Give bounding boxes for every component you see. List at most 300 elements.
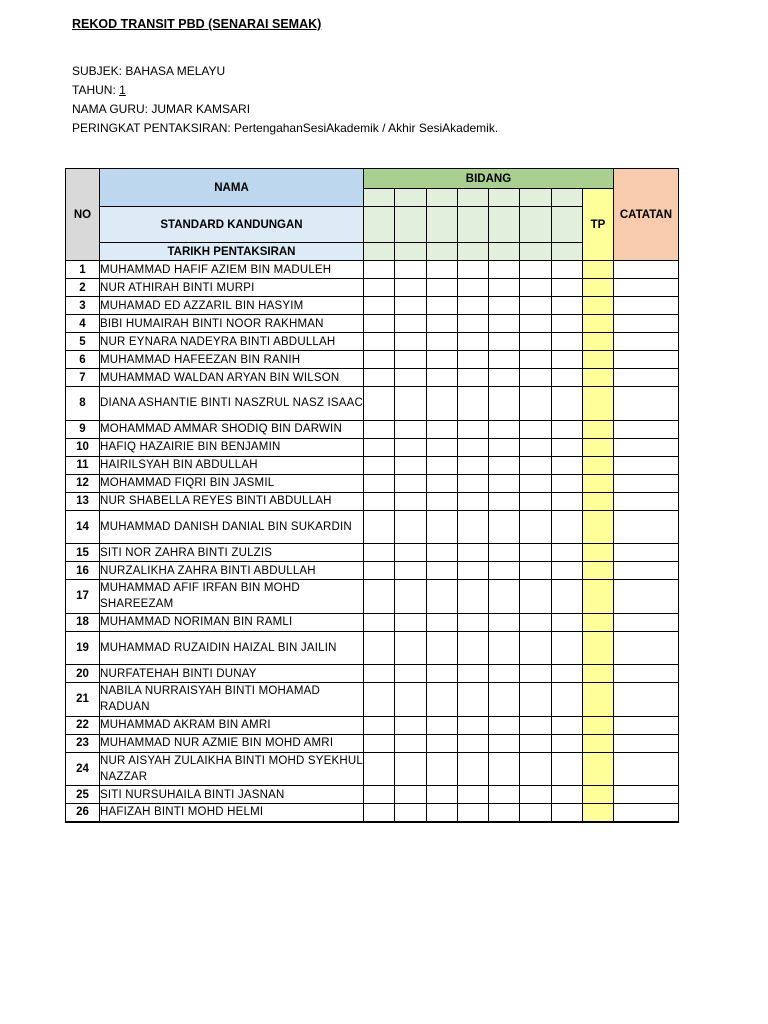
tp-cell[interactable] [582, 333, 613, 351]
student-name: MUHAMMAD NUR AZMIE BIN MOHD AMRI [100, 734, 364, 752]
bidang-check-cell[interactable] [489, 279, 520, 297]
bidang-check-cell[interactable] [520, 683, 551, 717]
tp-cell[interactable] [582, 297, 613, 315]
bidang-check-cell[interactable] [395, 665, 426, 683]
bidang-check-cell[interactable] [489, 474, 520, 492]
bidang-check-cell[interactable] [520, 510, 551, 544]
student-name: HAFIQ HAZAIRIE BIN BENJAMIN [100, 438, 364, 456]
bidang-check-cell[interactable] [489, 297, 520, 315]
bidang-check-cell[interactable] [426, 786, 457, 804]
student-name: NURZALIKHA ZAHRA BINTI ABDULLAH [100, 562, 364, 580]
row-number: 14 [66, 510, 100, 544]
table-row [66, 420, 679, 438]
bidang-check-cell[interactable] [426, 456, 457, 474]
catatan-cell[interactable] [613, 631, 678, 665]
bidang-check-cell[interactable] [426, 387, 457, 421]
student-name: MUHAMMAD WALDAN ARYAN BIN WILSON [100, 369, 364, 387]
bidang-check-cell[interactable] [364, 351, 395, 369]
bidang-check-cell[interactable] [426, 492, 457, 510]
catatan-cell[interactable] [613, 474, 678, 492]
bidang-check-cell[interactable] [551, 804, 582, 822]
bidang-check-cell[interactable] [520, 734, 551, 752]
bidang-check-cell[interactable] [520, 665, 551, 683]
bidang-check-cell[interactable] [551, 580, 582, 614]
bidang-check-cell[interactable] [520, 474, 551, 492]
bidang-check-cell[interactable] [426, 474, 457, 492]
bidang-check-cell[interactable] [395, 333, 426, 351]
bidang-check-cell[interactable] [426, 683, 457, 717]
bidang-check-cell[interactable] [364, 752, 395, 786]
catatan-cell[interactable] [613, 544, 678, 562]
bidang-check-cell[interactable] [395, 510, 426, 544]
bidang-check-cell[interactable] [426, 544, 457, 562]
tp-cell[interactable] [582, 492, 613, 510]
bidang-check-cell[interactable] [395, 752, 426, 786]
subjek-value: BAHASA MELAYU [125, 64, 226, 78]
catatan-cell[interactable] [613, 734, 678, 752]
bidang-check-cell[interactable] [426, 562, 457, 580]
bidang-check-cell[interactable] [364, 474, 395, 492]
bidang-check-cell[interactable] [457, 631, 488, 665]
bidang-header-cell [551, 243, 582, 261]
bidang-check-cell[interactable] [426, 279, 457, 297]
bidang-check-cell[interactable] [395, 562, 426, 580]
bidang-check-cell[interactable] [551, 315, 582, 333]
catatan-cell[interactable] [613, 804, 678, 822]
bidang-check-cell[interactable] [364, 369, 395, 387]
bidang-check-cell[interactable] [364, 786, 395, 804]
bidang-check-cell[interactable] [395, 631, 426, 665]
bidang-check-cell[interactable] [457, 438, 488, 456]
table-row [66, 474, 679, 492]
bidang-check-cell[interactable] [457, 369, 488, 387]
bidang-check-cell[interactable] [426, 613, 457, 631]
bidang-check-cell[interactable] [364, 631, 395, 665]
bidang-check-cell[interactable] [489, 510, 520, 544]
catatan-cell[interactable] [613, 351, 678, 369]
bidang-check-cell[interactable] [551, 456, 582, 474]
row-number: 22 [66, 716, 100, 734]
bidang-check-cell[interactable] [489, 752, 520, 786]
bidang-check-cell[interactable] [457, 716, 488, 734]
bidang-check-cell[interactable] [426, 333, 457, 351]
bidang-check-cell[interactable] [426, 631, 457, 665]
catatan-cell[interactable] [613, 665, 678, 683]
catatan-cell[interactable] [613, 613, 678, 631]
bidang-check-cell[interactable] [395, 474, 426, 492]
bidang-check-cell[interactable] [364, 315, 395, 333]
bidang-check-cell[interactable] [489, 734, 520, 752]
bidang-check-cell[interactable] [551, 734, 582, 752]
bidang-check-cell[interactable] [457, 387, 488, 421]
bidang-check-cell[interactable] [395, 716, 426, 734]
catatan-cell[interactable] [613, 369, 678, 387]
bidang-header-cell [520, 243, 551, 261]
bidang-check-cell[interactable] [551, 279, 582, 297]
bidang-check-cell[interactable] [457, 474, 488, 492]
bidang-header-cell [551, 189, 582, 207]
catatan-cell[interactable] [613, 333, 678, 351]
bidang-check-cell[interactable] [395, 734, 426, 752]
bidang-check-cell[interactable] [520, 804, 551, 822]
catatan-cell[interactable] [613, 562, 678, 580]
bidang-check-cell[interactable] [426, 369, 457, 387]
bidang-check-cell[interactable] [520, 279, 551, 297]
guru-label: NAMA GURU: [72, 102, 149, 116]
bidang-check-cell[interactable] [364, 544, 395, 562]
tp-cell[interactable] [582, 351, 613, 369]
bidang-check-cell[interactable] [364, 665, 395, 683]
bidang-check-cell[interactable] [395, 297, 426, 315]
bidang-check-cell[interactable] [395, 456, 426, 474]
table-row [66, 665, 679, 683]
bidang-check-cell[interactable] [457, 351, 488, 369]
table-row [66, 734, 679, 752]
bidang-check-cell[interactable] [364, 420, 395, 438]
bidang-check-cell[interactable] [364, 279, 395, 297]
bidang-check-cell[interactable] [520, 786, 551, 804]
bidang-check-cell[interactable] [364, 456, 395, 474]
bidang-check-cell[interactable] [426, 752, 457, 786]
tp-cell[interactable] [582, 474, 613, 492]
student-name: MUHAMAD ED AZZARIL BIN HASYIM [100, 297, 364, 315]
table-row [66, 261, 679, 279]
tp-cell[interactable] [582, 683, 613, 717]
bidang-check-cell[interactable] [457, 510, 488, 544]
bidang-check-cell[interactable] [457, 562, 488, 580]
bidang-check-cell[interactable] [395, 786, 426, 804]
tp-cell[interactable] [582, 261, 613, 279]
bidang-check-cell[interactable] [395, 683, 426, 717]
bidang-check-cell[interactable] [426, 261, 457, 279]
bidang-check-cell[interactable] [489, 420, 520, 438]
bidang-check-cell[interactable] [457, 492, 488, 510]
bidang-check-cell[interactable] [520, 369, 551, 387]
bidang-check-cell[interactable] [426, 315, 457, 333]
bidang-check-cell[interactable] [551, 474, 582, 492]
row-number: 5 [66, 333, 100, 351]
bidang-check-cell[interactable] [426, 297, 457, 315]
bidang-check-cell[interactable] [551, 369, 582, 387]
bidang-check-cell[interactable] [426, 351, 457, 369]
bidang-check-cell[interactable] [489, 261, 520, 279]
table-row [66, 369, 679, 387]
bidang-check-cell[interactable] [551, 544, 582, 562]
student-name: MUHAMMAD AKRAM BIN AMRI [100, 716, 364, 734]
bidang-check-cell[interactable] [489, 351, 520, 369]
bidang-check-cell[interactable] [364, 261, 395, 279]
tp-cell[interactable] [582, 580, 613, 614]
bidang-check-cell[interactable] [489, 315, 520, 333]
bidang-check-cell[interactable] [364, 562, 395, 580]
bidang-check-cell[interactable] [395, 613, 426, 631]
guru-value: JUMAR KAMSARI [151, 102, 251, 116]
bidang-header-cell [489, 189, 520, 207]
row-number: 21 [66, 683, 100, 717]
bidang-check-cell[interactable] [364, 510, 395, 544]
tp-cell[interactable] [582, 369, 613, 387]
bidang-header: BIDANG [364, 169, 614, 189]
catatan-cell[interactable] [613, 510, 678, 544]
catatan-cell[interactable] [613, 420, 678, 438]
row-number: 1 [66, 261, 100, 279]
row-number: 8 [66, 387, 100, 421]
row-number: 13 [66, 492, 100, 510]
tp-cell[interactable] [582, 613, 613, 631]
bidang-check-cell[interactable] [395, 315, 426, 333]
bidang-check-cell[interactable] [457, 734, 488, 752]
bidang-check-cell[interactable] [489, 631, 520, 665]
tp-cell[interactable] [582, 438, 613, 456]
bidang-check-cell[interactable] [489, 333, 520, 351]
bidang-check-cell[interactable] [395, 261, 426, 279]
bidang-check-cell[interactable] [551, 786, 582, 804]
bidang-check-cell[interactable] [489, 716, 520, 734]
bidang-check-cell[interactable] [395, 351, 426, 369]
tp-cell[interactable] [582, 456, 613, 474]
bidang-check-cell[interactable] [520, 544, 551, 562]
bidang-check-cell[interactable] [457, 544, 488, 562]
bidang-check-cell[interactable] [457, 786, 488, 804]
bidang-check-cell[interactable] [426, 716, 457, 734]
bidang-header-cell [395, 243, 426, 261]
bidang-check-cell[interactable] [457, 683, 488, 717]
bidang-header-cell [426, 243, 457, 261]
bidang-check-cell[interactable] [551, 297, 582, 315]
bidang-check-cell[interactable] [520, 333, 551, 351]
bidang-check-cell[interactable] [457, 613, 488, 631]
bidang-check-cell[interactable] [395, 279, 426, 297]
bidang-check-cell[interactable] [364, 580, 395, 614]
tp-header: TP [582, 189, 613, 261]
bidang-header-cell [364, 243, 395, 261]
bidang-check-cell[interactable] [457, 665, 488, 683]
tp-cell[interactable] [582, 631, 613, 665]
tp-cell[interactable] [582, 562, 613, 580]
tp-cell[interactable] [582, 510, 613, 544]
bidang-check-cell[interactable] [457, 804, 488, 822]
tarikh-pentaksiran-header: TARIKH PENTAKSIRAN [100, 243, 364, 261]
bidang-check-cell[interactable] [489, 492, 520, 510]
bidang-check-cell[interactable] [489, 456, 520, 474]
row-number: 11 [66, 456, 100, 474]
bidang-check-cell[interactable] [364, 613, 395, 631]
bidang-check-cell[interactable] [551, 631, 582, 665]
bidang-check-cell[interactable] [457, 580, 488, 614]
bidang-check-cell[interactable] [395, 369, 426, 387]
row-number: 23 [66, 734, 100, 752]
bidang-check-cell[interactable] [551, 683, 582, 717]
bidang-check-cell[interactable] [489, 562, 520, 580]
bidang-check-cell[interactable] [364, 297, 395, 315]
bidang-check-cell[interactable] [457, 261, 488, 279]
row-number: 10 [66, 438, 100, 456]
bidang-check-cell[interactable] [520, 261, 551, 279]
catatan-cell[interactable] [613, 683, 678, 717]
bidang-check-cell[interactable] [520, 351, 551, 369]
bidang-check-cell[interactable] [489, 665, 520, 683]
tp-cell[interactable] [582, 315, 613, 333]
bidang-header-cell [457, 243, 488, 261]
bidang-check-cell[interactable] [520, 315, 551, 333]
table-row [66, 804, 679, 822]
bidang-check-cell[interactable] [489, 580, 520, 614]
catatan-cell[interactable] [613, 716, 678, 734]
bidang-check-cell[interactable] [551, 510, 582, 544]
bidang-check-cell[interactable] [364, 716, 395, 734]
student-name: MOHAMMAD AMMAR SHODIQ BIN DARWIN [100, 420, 364, 438]
bidang-check-cell[interactable] [457, 456, 488, 474]
bidang-check-cell[interactable] [457, 315, 488, 333]
bidang-check-cell[interactable] [426, 420, 457, 438]
tp-cell[interactable] [582, 665, 613, 683]
subjek-label: SUBJEK: [72, 64, 123, 78]
student-name: MUHAMMAD AFIF IRFAN BIN MOHD SHAREEZAM [100, 580, 364, 614]
peringkat-value: PertengahanSesiAkademik / Akhir SesiAkademik. [234, 121, 499, 135]
bidang-check-cell[interactable] [426, 665, 457, 683]
bidang-check-cell[interactable] [426, 580, 457, 614]
bidang-check-cell[interactable] [551, 752, 582, 786]
bidang-check-cell[interactable] [457, 279, 488, 297]
tp-cell[interactable] [582, 279, 613, 297]
tp-cell[interactable] [582, 786, 613, 804]
bidang-check-cell[interactable] [520, 438, 551, 456]
subjek-row [72, 62, 498, 81]
tp-cell[interactable] [582, 804, 613, 822]
catatan-cell[interactable] [613, 752, 678, 786]
catatan-cell[interactable] [613, 315, 678, 333]
bidang-check-cell[interactable] [551, 562, 582, 580]
bidang-check-cell[interactable] [551, 716, 582, 734]
bidang-check-cell[interactable] [364, 492, 395, 510]
bidang-check-cell[interactable] [551, 333, 582, 351]
bidang-check-cell[interactable] [395, 420, 426, 438]
bidang-check-cell[interactable] [364, 333, 395, 351]
bidang-check-cell[interactable] [520, 387, 551, 421]
bidang-check-cell[interactable] [395, 438, 426, 456]
table-row [66, 631, 679, 665]
bidang-check-cell[interactable] [520, 456, 551, 474]
bidang-header-cell [457, 207, 488, 243]
bidang-check-cell[interactable] [457, 420, 488, 438]
bidang-check-cell[interactable] [426, 734, 457, 752]
bidang-check-cell[interactable] [489, 613, 520, 631]
student-name: MUHAMMAD DANISH DANIAL BIN SUKARDIN [100, 510, 364, 544]
bidang-check-cell[interactable] [395, 492, 426, 510]
bidang-check-cell[interactable] [489, 786, 520, 804]
bidang-check-cell[interactable] [520, 580, 551, 614]
bidang-check-cell[interactable] [551, 438, 582, 456]
catatan-cell[interactable] [613, 297, 678, 315]
bidang-check-cell[interactable] [551, 351, 582, 369]
row-number: 7 [66, 369, 100, 387]
bidang-check-cell[interactable] [551, 420, 582, 438]
bidang-check-cell[interactable] [520, 716, 551, 734]
tp-cell[interactable] [582, 752, 613, 786]
table-row [66, 333, 679, 351]
catatan-cell[interactable] [613, 438, 678, 456]
bidang-check-cell[interactable] [395, 387, 426, 421]
bidang-check-cell[interactable] [457, 297, 488, 315]
bidang-check-cell[interactable] [395, 580, 426, 614]
bidang-check-cell[interactable] [364, 734, 395, 752]
standard-kandungan-header: STANDARD KANDUNGAN [100, 207, 364, 243]
tp-cell[interactable] [582, 716, 613, 734]
checklist-table [65, 168, 679, 823]
bidang-check-cell[interactable] [395, 544, 426, 562]
table-row [66, 716, 679, 734]
catatan-cell[interactable] [613, 580, 678, 614]
bidang-check-cell[interactable] [489, 369, 520, 387]
bidang-check-cell[interactable] [489, 804, 520, 822]
bidang-check-cell[interactable] [457, 333, 488, 351]
table-row [66, 752, 679, 786]
bidang-header-cell [364, 189, 395, 207]
catatan-cell[interactable] [613, 786, 678, 804]
tp-cell[interactable] [582, 544, 613, 562]
bidang-check-cell[interactable] [520, 562, 551, 580]
bidang-check-cell[interactable] [551, 387, 582, 421]
no-header: NO [66, 169, 100, 261]
bidang-check-cell[interactable] [426, 804, 457, 822]
document-title: REKOD TRANSIT PBD (SENARAI SEMAK) [72, 17, 322, 31]
bidang-check-cell[interactable] [364, 438, 395, 456]
bidang-check-cell[interactable] [426, 438, 457, 456]
bidang-check-cell[interactable] [426, 510, 457, 544]
bidang-check-cell[interactable] [489, 387, 520, 421]
bidang-check-cell[interactable] [551, 613, 582, 631]
bidang-check-cell[interactable] [395, 804, 426, 822]
row-number: 19 [66, 631, 100, 665]
tahun-row [72, 81, 498, 100]
tp-cell[interactable] [582, 734, 613, 752]
bidang-check-cell[interactable] [551, 665, 582, 683]
tp-cell[interactable] [582, 387, 613, 421]
catatan-cell[interactable] [613, 387, 678, 421]
row-number: 24 [66, 752, 100, 786]
catatan-cell[interactable] [613, 279, 678, 297]
bidang-check-cell[interactable] [489, 683, 520, 717]
bidang-check-cell[interactable] [364, 804, 395, 822]
catatan-cell[interactable] [613, 456, 678, 474]
bidang-check-cell[interactable] [489, 544, 520, 562]
bidang-check-cell[interactable] [551, 261, 582, 279]
bidang-check-cell[interactable] [520, 613, 551, 631]
bidang-check-cell[interactable] [520, 752, 551, 786]
student-name: NABILA NURRAISYAH BINTI MOHAMAD RADUAN [100, 683, 364, 717]
bidang-check-cell[interactable] [364, 683, 395, 717]
bidang-check-cell[interactable] [551, 492, 582, 510]
row-number: 3 [66, 297, 100, 315]
tp-cell[interactable] [582, 420, 613, 438]
bidang-check-cell[interactable] [489, 438, 520, 456]
row-number: 26 [66, 804, 100, 822]
bidang-check-cell[interactable] [520, 420, 551, 438]
catatan-cell[interactable] [613, 261, 678, 279]
bidang-header-cell [489, 243, 520, 261]
bidang-check-cell[interactable] [364, 387, 395, 421]
bidang-check-cell[interactable] [520, 631, 551, 665]
bidang-check-cell[interactable] [520, 297, 551, 315]
row-number: 17 [66, 580, 100, 614]
table-row [66, 544, 679, 562]
bidang-check-cell[interactable] [520, 492, 551, 510]
table-row [66, 562, 679, 580]
bidang-check-cell[interactable] [457, 752, 488, 786]
catatan-cell[interactable] [613, 492, 678, 510]
bidang-header-cell [395, 189, 426, 207]
student-name: MUHAMMAD RUZAIDIN HAIZAL BIN JAILIN [100, 631, 364, 665]
